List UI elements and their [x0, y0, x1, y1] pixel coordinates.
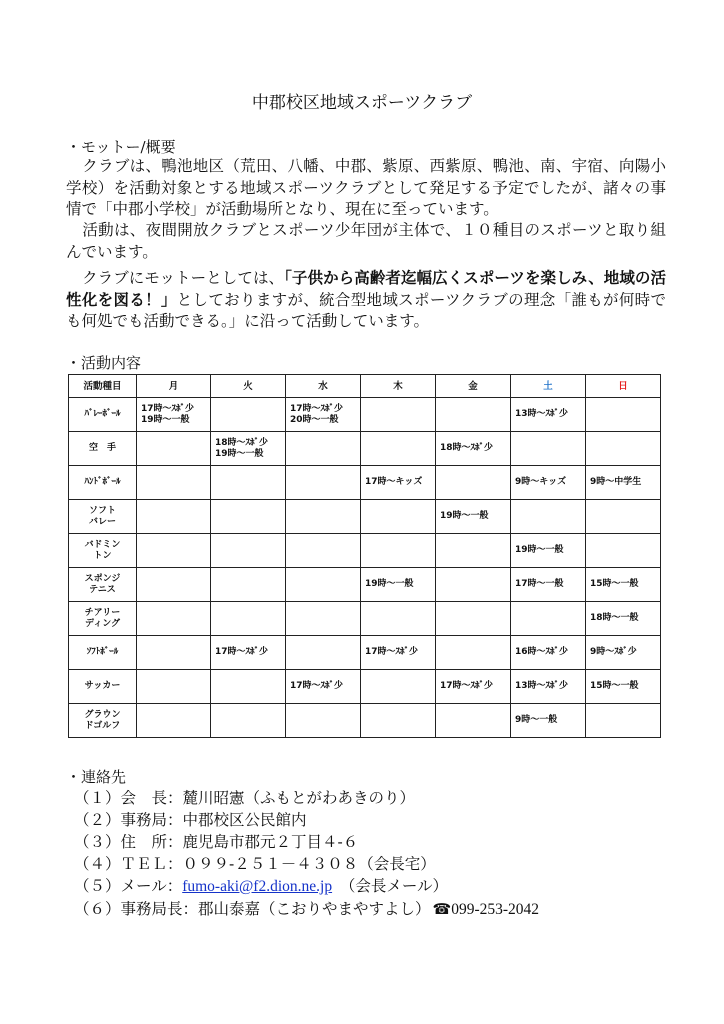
header-sun: 日 — [586, 375, 661, 398]
email-label: （５）メール： — [74, 877, 183, 895]
overview-paragraph-1 — [66, 156, 666, 221]
contact-secretary-line — [74, 898, 539, 921]
schedule-cell: 9時～一般 — [511, 704, 586, 738]
schedule-header-row — [69, 375, 661, 398]
schedule-cell — [361, 670, 436, 704]
schedule-cell: 17時～一般 — [511, 568, 586, 602]
contact-email-line — [74, 875, 539, 898]
schedule-cell — [436, 602, 511, 636]
schedule-cell — [361, 500, 436, 534]
schedule-row — [69, 534, 661, 568]
email-note: （会長メール） — [332, 877, 449, 895]
schedule-row — [69, 670, 661, 704]
contact-office: （２）事務局：中郡校区公民館内 — [74, 811, 307, 829]
sport-name-cell: ｿﾌﾄﾎﾞｰﾙ — [69, 636, 137, 670]
sport-name-cell: ﾊﾝﾄﾞﾎﾞｰﾙ — [69, 466, 137, 500]
sport-name-cell: バドミン トン — [69, 534, 137, 568]
contact-list — [74, 787, 539, 921]
schedule-cell: 17時～ｽﾎﾞ少 20時～一般 — [286, 398, 361, 432]
schedule-cell — [286, 534, 361, 568]
schedule-cell — [286, 602, 361, 636]
schedule-cell: 17時～キッズ — [361, 466, 436, 500]
schedule-row — [69, 398, 661, 432]
schedule-cell: 19時～一般 — [361, 568, 436, 602]
schedule-cell — [436, 398, 511, 432]
schedule-cell — [436, 704, 511, 738]
contact-heading: ・連絡先 — [66, 768, 127, 786]
schedule-cell — [137, 466, 211, 500]
overview-text-2: 活動は、夜間開放クラブとスポーツ少年団が主体で、１０種目のスポーツと取り組んでいます。 — [66, 221, 666, 261]
schedule-row — [69, 602, 661, 636]
secretary-text: （６）事務局長：郡山泰嘉（こおりやまやすよし） — [74, 900, 431, 918]
schedule-cell — [586, 398, 661, 432]
schedule-cell — [286, 432, 361, 466]
schedule-cell — [436, 534, 511, 568]
page-title: 中郡校区地域スポーツクラブ — [251, 93, 473, 113]
schedule-cell — [511, 602, 586, 636]
sport-name-cell: スポンジ テニス — [69, 568, 137, 602]
schedule-cell — [511, 500, 586, 534]
motto-intro-text: クラブにモットーとしては、 — [82, 269, 285, 287]
schedule-cell — [361, 398, 436, 432]
schedule-cell: 18時～ｽﾎﾞ少 — [436, 432, 511, 466]
schedule-row — [69, 500, 661, 534]
schedule-cell — [137, 602, 211, 636]
sport-name-cell: サッカー — [69, 670, 137, 704]
schedule-cell — [137, 636, 211, 670]
schedule-cell — [586, 534, 661, 568]
schedule-cell — [211, 466, 286, 500]
phone-icon: ☎ — [432, 900, 452, 918]
schedule-cell: 13時～ｽﾎﾞ少 — [511, 670, 586, 704]
motto-tail-text: としておりますが、統合型地域スポーツクラブの理念「誰もが何時でも何処でも活動できる。」に沿って活動しています。 — [66, 290, 666, 330]
contact-tel: （４）ＴＥＬ：０９９-２５１－４３０８（会長宅） — [74, 855, 436, 873]
header-fri: 金 — [436, 375, 511, 398]
contact-address: （３）住 所：鹿児島市郡元２丁目４-６ — [74, 833, 359, 851]
schedule-cell — [511, 432, 586, 466]
email-link[interactable]: fumo-aki@f2.dion.ne.jp — [182, 878, 333, 895]
motto-heading: ・モットー/概要 — [66, 138, 176, 156]
schedule-cell: 17時～ｽﾎﾞ少 — [361, 636, 436, 670]
sport-name-cell: チアリー ディング — [69, 602, 137, 636]
schedule-cell: 15時～一般 — [586, 670, 661, 704]
schedule-cell: 17時～ｽﾎﾞ少 — [436, 670, 511, 704]
schedule-cell: 19時～一般 — [511, 534, 586, 568]
sport-name-cell: 空 手 — [69, 432, 137, 466]
schedule-cell: 9時～キッズ — [511, 466, 586, 500]
schedule-cell: 17時～ｽﾎﾞ少 — [286, 670, 361, 704]
schedule-cell: 9時～中学生 — [586, 466, 661, 500]
schedule-row — [69, 636, 661, 670]
schedule-cell — [361, 602, 436, 636]
schedule-cell: 16時～ｽﾎﾞ少 — [511, 636, 586, 670]
activity-heading: ・活動内容 — [66, 354, 142, 372]
schedule-row — [69, 432, 661, 466]
schedule-cell — [286, 500, 361, 534]
schedule-cell — [436, 466, 511, 500]
schedule-cell — [436, 636, 511, 670]
schedule-cell — [211, 500, 286, 534]
schedule-cell — [137, 432, 211, 466]
sport-name-cell: グラウン ドゴルフ — [69, 704, 137, 738]
schedule-cell: 17時～ｽﾎﾞ少 — [211, 636, 286, 670]
schedule-cell — [137, 704, 211, 738]
schedule-cell: 17時～ｽﾎﾞ少 19時～一般 — [137, 398, 211, 432]
activity-schedule-table — [68, 374, 661, 738]
schedule-cell — [361, 704, 436, 738]
schedule-cell: 9時～ｽﾎﾞ少 — [586, 636, 661, 670]
schedule-cell — [286, 568, 361, 602]
schedule-cell — [211, 534, 286, 568]
schedule-cell — [137, 500, 211, 534]
header-sport: 活動種目 — [69, 375, 137, 398]
schedule-cell: 19時～一般 — [436, 500, 511, 534]
schedule-cell — [436, 568, 511, 602]
schedule-cell: 13時～ｽﾎﾞ少 — [511, 398, 586, 432]
header-wed: 水 — [286, 375, 361, 398]
schedule-cell — [137, 568, 211, 602]
header-sat: 土 — [511, 375, 586, 398]
schedule-cell — [586, 432, 661, 466]
overview-paragraph-3 — [66, 268, 666, 333]
overview-paragraph-2 — [66, 220, 666, 263]
schedule-cell — [211, 704, 286, 738]
schedule-cell — [211, 670, 286, 704]
schedule-row — [69, 466, 661, 500]
schedule-cell — [586, 704, 661, 738]
overview-text-1: クラブは、鴨池地区（荒田、八幡、中郡、紫原、西紫原、鴨池、南、宇宿、向陽小学校）を活動対象とする地域スポーツクラブとして発足する予定でしたが、諸々の事情で「中郡小学校」が活動場所となり、現在に至っています。 — [66, 157, 666, 218]
sport-name-cell: ﾊﾞﾚｰﾎﾞｰﾙ — [69, 398, 137, 432]
schedule-cell — [211, 602, 286, 636]
schedule-cell — [286, 636, 361, 670]
schedule-cell — [361, 534, 436, 568]
schedule-cell — [211, 398, 286, 432]
schedule-cell — [137, 534, 211, 568]
schedule-cell — [586, 500, 661, 534]
schedule-cell — [286, 466, 361, 500]
schedule-cell: 15時～一般 — [586, 568, 661, 602]
schedule-cell — [211, 568, 286, 602]
schedule-cell: 18時～一般 — [586, 602, 661, 636]
schedule-row — [69, 704, 661, 738]
header-mon: 月 — [137, 375, 211, 398]
contact-president: （１）会 長：麓川昭憲（ふもとがわあきのり） — [74, 789, 416, 807]
secretary-phone: 099-253-2042 — [451, 901, 540, 918]
schedule-cell — [286, 704, 361, 738]
sport-name-cell: ソフト バレー — [69, 500, 137, 534]
motto-bold-text: 「子供から高齢者迄幅広くスポーツを楽しみ、地域の活性化を図る！」 — [66, 269, 666, 309]
schedule-cell — [137, 670, 211, 704]
header-tue: 火 — [211, 375, 286, 398]
schedule-cell — [361, 432, 436, 466]
header-thu: 木 — [361, 375, 436, 398]
schedule-cell: 18時～ｽﾎﾞ少 19時～一般 — [211, 432, 286, 466]
schedule-row — [69, 568, 661, 602]
